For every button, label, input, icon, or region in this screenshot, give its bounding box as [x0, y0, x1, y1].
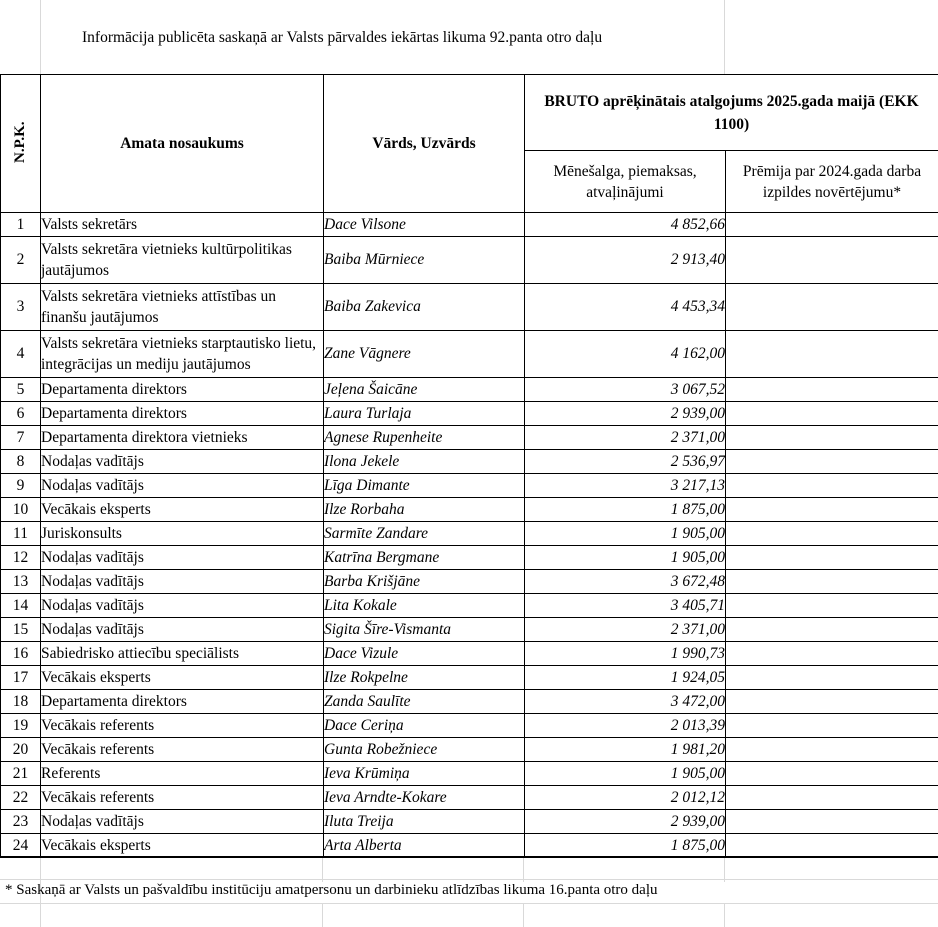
position-title: Valsts sekretāra vietnieks attīstības un finanšu jautājumos: [41, 284, 324, 331]
bonus-amount: [726, 834, 938, 858]
bonus-amount: [726, 546, 938, 570]
employee-name: Baiba Mūrniece: [324, 237, 525, 284]
salary-amount: 1 905,00: [525, 546, 726, 570]
row-number: 5: [1, 378, 41, 402]
gridline: [0, 879, 938, 880]
bonus-amount: [726, 786, 938, 810]
bonus-amount: [726, 714, 938, 738]
employee-name: Laura Turlaja: [324, 402, 525, 426]
table-row: [1, 762, 938, 786]
row-number: 10: [1, 498, 41, 522]
employee-name: Ilze Rokpelne: [324, 666, 525, 690]
table-row: [1, 402, 938, 426]
employee-name: Iluta Treija: [324, 810, 525, 834]
salary-amount: 1 924,05: [525, 666, 726, 690]
bonus-amount: [726, 618, 938, 642]
employee-name: Jeļena Šaicāne: [324, 378, 525, 402]
position-title: Nodaļas vadītājs: [41, 810, 324, 834]
row-number: 9: [1, 474, 41, 498]
salary-amount: 1 875,00: [525, 834, 726, 858]
position-title: Nodaļas vadītājs: [41, 474, 324, 498]
position-title: Vecākais eksperts: [41, 834, 324, 858]
position-title: Nodaļas vadītājs: [41, 450, 324, 474]
table-row: [1, 213, 938, 237]
gridline: [40, 0, 41, 74]
bonus-amount: [726, 570, 938, 594]
row-number: 6: [1, 402, 41, 426]
position-title: Nodaļas vadītājs: [41, 570, 324, 594]
gridline: [0, 903, 938, 904]
employee-name: Agnese Rupenheite: [324, 426, 525, 450]
salary-amount: 2 536,97: [525, 450, 726, 474]
bonus-amount: [726, 498, 938, 522]
position-title: Juriskonsults: [41, 522, 324, 546]
salary-amount: 4 453,34: [525, 284, 726, 331]
salary-amount: 3 472,00: [525, 690, 726, 714]
row-number: 20: [1, 738, 41, 762]
table-row: [1, 834, 938, 858]
salary-amount: 2 939,00: [525, 402, 726, 426]
row-number: 1: [1, 213, 41, 237]
table-row: [1, 331, 938, 378]
footnote: * Saskaņā ar Valsts un pašvaldību institūciju amatpersonu un darbinieku atlīdzības likuma 16.panta otro daļu: [5, 882, 658, 898]
bonus-amount: [726, 426, 938, 450]
employee-name: Gunta Robežniece: [324, 738, 525, 762]
table-row: [1, 450, 938, 474]
row-number: 12: [1, 546, 41, 570]
row-number: 7: [1, 426, 41, 450]
table-row: [1, 474, 938, 498]
employee-name: Zanda Saulīte: [324, 690, 525, 714]
salary-amount: 2 939,00: [525, 810, 726, 834]
row-number: 24: [1, 834, 41, 858]
row-number: 2: [1, 237, 41, 284]
salary-amount: 3 405,71: [525, 594, 726, 618]
gridline: [724, 0, 725, 74]
bonus-amount: [726, 213, 938, 237]
position-title: Vecākais eksperts: [41, 666, 324, 690]
employee-name: Ilona Jekele: [324, 450, 525, 474]
row-number: 21: [1, 762, 41, 786]
position-title: Departamenta direktors: [41, 378, 324, 402]
salary-amount: 3 067,52: [525, 378, 726, 402]
page-title: Informācija publicēta saskaņā ar Valsts pārvaldes iekārtas likuma 92.panta otro daļu: [82, 29, 603, 46]
employee-name: Zane Vāgnere: [324, 331, 525, 378]
salary-amount: 2 913,40: [525, 237, 726, 284]
position-title: Nodaļas vadītājs: [41, 618, 324, 642]
table-row: [1, 690, 938, 714]
salary-amount: 1 990,73: [525, 642, 726, 666]
position-title: Valsts sekretārs: [41, 213, 324, 237]
row-number: 22: [1, 786, 41, 810]
bonus-amount: [726, 450, 938, 474]
gridline: [322, 903, 323, 927]
bonus-amount: [726, 237, 938, 284]
salary-amount: 3 217,13: [525, 474, 726, 498]
employee-name: Ieva Krūmiņa: [324, 762, 525, 786]
employee-name: Baiba Zakevica: [324, 284, 525, 331]
position-title: Valsts sekretāra vietnieks kultūrpolitikas jautājumos: [41, 237, 324, 284]
position-title: Departamenta direktors: [41, 402, 324, 426]
row-number: 18: [1, 690, 41, 714]
salary-amount: 1 905,00: [525, 522, 726, 546]
position-title: Referents: [41, 762, 324, 786]
employee-name: Barba Krišjāne: [324, 570, 525, 594]
salary-amount: 1 875,00: [525, 498, 726, 522]
header-alga: Mēnešalga, piemaksas, atvaļinājumi: [525, 151, 726, 213]
bonus-amount: [726, 402, 938, 426]
row-number: 23: [1, 810, 41, 834]
employee-name: Līga Dimante: [324, 474, 525, 498]
header-vards: Vārds, Uzvārds: [324, 75, 525, 213]
row-number: 13: [1, 570, 41, 594]
row-number: 16: [1, 642, 41, 666]
table-row: [1, 810, 938, 834]
employee-name: Lita Kokale: [324, 594, 525, 618]
bonus-amount: [726, 690, 938, 714]
row-number: 4: [1, 331, 41, 378]
salary-amount: 1 905,00: [525, 762, 726, 786]
table-bottom-border: [0, 856, 938, 857]
bonus-amount: [726, 378, 938, 402]
table-row: [1, 237, 938, 284]
position-title: Vecākais referents: [41, 738, 324, 762]
table-body: [1, 213, 938, 858]
salary-amount: 3 672,48: [525, 570, 726, 594]
bonus-amount: [726, 522, 938, 546]
position-title: Vecākais referents: [41, 786, 324, 810]
bonus-amount: [726, 810, 938, 834]
row-number: 19: [1, 714, 41, 738]
row-number: 8: [1, 450, 41, 474]
position-title: Vecākais referents: [41, 714, 324, 738]
bonus-amount: [726, 331, 938, 378]
salary-amount: 4 162,00: [525, 331, 726, 378]
position-title: Nodaļas vadītājs: [41, 594, 324, 618]
bonus-amount: [726, 284, 938, 331]
gridline: [724, 903, 725, 927]
table-row: [1, 714, 938, 738]
table-row: [1, 284, 938, 331]
employee-name: Katrīna Bergmane: [324, 546, 525, 570]
table-row: [1, 546, 938, 570]
position-title: Sabiedrisko attiecību speciālists: [41, 642, 324, 666]
table-row: [1, 738, 938, 762]
row-number: 15: [1, 618, 41, 642]
table-row: [1, 666, 938, 690]
row-number: 14: [1, 594, 41, 618]
table-row: [1, 786, 938, 810]
salary-amount: 2 371,00: [525, 426, 726, 450]
position-title: Valsts sekretāra vietnieks starptautisko lietu, integrācijas un mediju jautājumos: [41, 331, 324, 378]
table-row: [1, 642, 938, 666]
employee-name: Dace Ceriņa: [324, 714, 525, 738]
employee-name: Ilze Rorbaha: [324, 498, 525, 522]
bonus-amount: [726, 474, 938, 498]
salary-amount: 2 013,39: [525, 714, 726, 738]
bonus-amount: [726, 594, 938, 618]
employee-name: Sigita Šīre-Vismanta: [324, 618, 525, 642]
position-title: Vecākais eksperts: [41, 498, 324, 522]
position-title: Departamenta direktora vietnieks: [41, 426, 324, 450]
header-npk: [1, 75, 41, 213]
salary-amount: 2 371,00: [525, 618, 726, 642]
position-title: Nodaļas vadītājs: [41, 546, 324, 570]
header-amats: Amata nosaukums: [41, 75, 324, 213]
header-bruto: BRUTO aprēķinātais atalgojums 2025.gada maijā (EKK 1100): [525, 75, 938, 151]
table-row: [1, 498, 938, 522]
salary-amount: 4 852,66: [525, 213, 726, 237]
header-npk-label: N.P.K.: [12, 121, 28, 163]
bonus-amount: [726, 642, 938, 666]
table-row: [1, 618, 938, 642]
employee-name: Ieva Arndte-Kokare: [324, 786, 525, 810]
salary-amount: 2 012,12: [525, 786, 726, 810]
employee-name: Dace Vizule: [324, 642, 525, 666]
row-number: 11: [1, 522, 41, 546]
gridline: [523, 903, 524, 927]
table-row: [1, 426, 938, 450]
employee-name: Arta Alberta: [324, 834, 525, 858]
employee-name: Dace Vilsone: [324, 213, 525, 237]
table-row: [1, 378, 938, 402]
position-title: Departamenta direktors: [41, 690, 324, 714]
table-row: [1, 594, 938, 618]
table-row: [1, 570, 938, 594]
employee-name: Sarmīte Zandare: [324, 522, 525, 546]
row-number: 17: [1, 666, 41, 690]
header-premija: Prēmija par 2024.gada darba izpildes novērtējumu*: [726, 151, 938, 213]
table-row: [1, 522, 938, 546]
bonus-amount: [726, 666, 938, 690]
row-number: 3: [1, 284, 41, 331]
bonus-amount: [726, 738, 938, 762]
salary-amount: 1 981,20: [525, 738, 726, 762]
bonus-amount: [726, 762, 938, 786]
salary-table: [0, 74, 938, 858]
